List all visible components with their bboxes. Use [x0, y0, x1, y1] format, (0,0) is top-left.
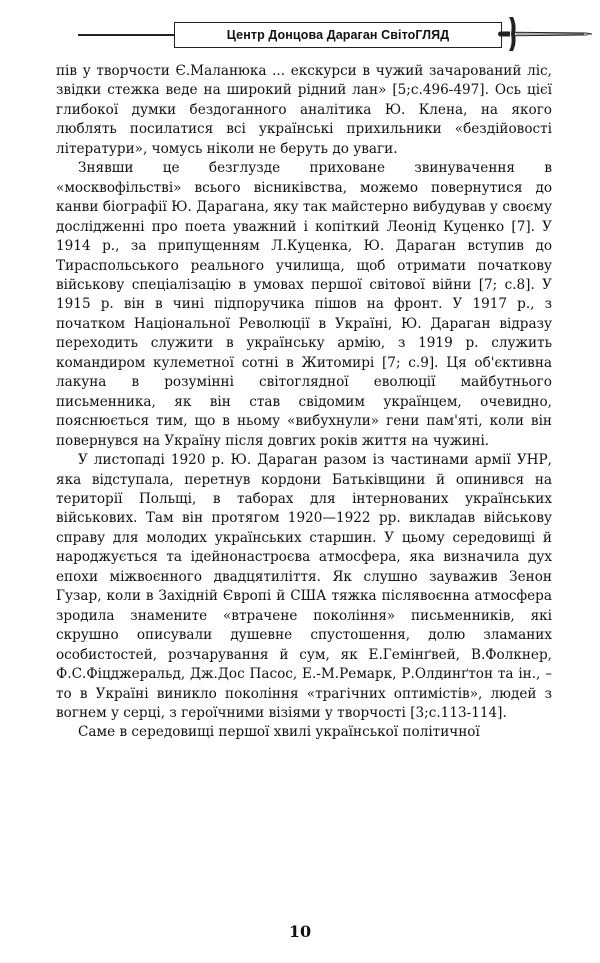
paragraph: Знявши це безглузде приховане звинувачення в «москвофільстві» всього вісниківства, можемо повернутися до канви біографії Ю. Дарагана, яку так майстерно вибудував у своєму дослідженні про поета уважний і копіткий Леонід Куценко [7]. У 1914 р., за припущенням Л.Куценка, Ю. Дараган вступив до Тираспольського реального училища, щоб отримати початкову військову спеціалізацію в умовах першої світової війни [7; с.8]. У 1915 р. він в чині підпоручика пішов на фронт. У 1917 р., з початком Національної Революції в Україні, Ю. Дараган відразу переходить служити в українську армію, з 1919 р. служить командиром кулеметної сотні в Житомирі [7; с.9]. Ця об'єктивна лакуна в розумінні світоглядної еволюції майбутнього письменника, як він став свідомим українцем, очевидно, пояснюється тим, що в ньому «вибухнули» гени пам'яті, коли він повернувся на Україну після довгих років життя на чужині. — [56, 160, 552, 449]
header-title: Центр Донцова Дараган СвітоГЛЯД — [174, 22, 502, 48]
sword-icon — [498, 14, 592, 54]
body-text — [56, 62, 552, 743]
paragraph: пів у творчости Є.Маланюка ... екскурси в чужий зачарований ліс, звідки стежка веде на широкий рідний лан» [5;с.496-497]. Ось цієї глибокої думки бездоганного аналітика Ю. Клена, на якого люблять посилатися всі українські прихильники «бездійовості літератури», чомусь ніколи не беруть до уваги. — [56, 63, 552, 157]
page-number: 10 — [288, 922, 312, 941]
paragraph: Саме в середовищі першої хвилі української політичної — [78, 724, 480, 741]
running-header — [78, 14, 592, 54]
paragraph: У листопаді 1920 р. Ю. Дараган разом із частинами армії УНР, яка відступала, перетнув кордони Батьківщини й опинився на території Польщі, в таборах для інтернованих українських військових. Там він протягом 1920—1922 рр. викладав військову справу для молодих українських старшин. У цьому середовищі й народжується та ідейнонастроєва атмосфера, яка визначила дух епохи міжвоєнного двадцятиліття. Як слушно зауважив Зенон Гузар, коли в Західній Європі й США тяжка післявоєнна атмосфера зродила знамените «втрачене покоління» письменників, які скрушно описували душевне спустошення, долю зламаних особистостей, розчарування й сум, як Е.Гемінґвей, В.Фолкнер, Ф.С.Фіцджеральд, Дж.Дос Пасос, Е.-М.Ремарк, Р.Олдинґтон та ін., – то в Україні виникло покоління «трагічних оптимістів», людей з вогнем у серці, з героїчними візіями у творчості [3;с.113-114]. — [56, 452, 552, 721]
